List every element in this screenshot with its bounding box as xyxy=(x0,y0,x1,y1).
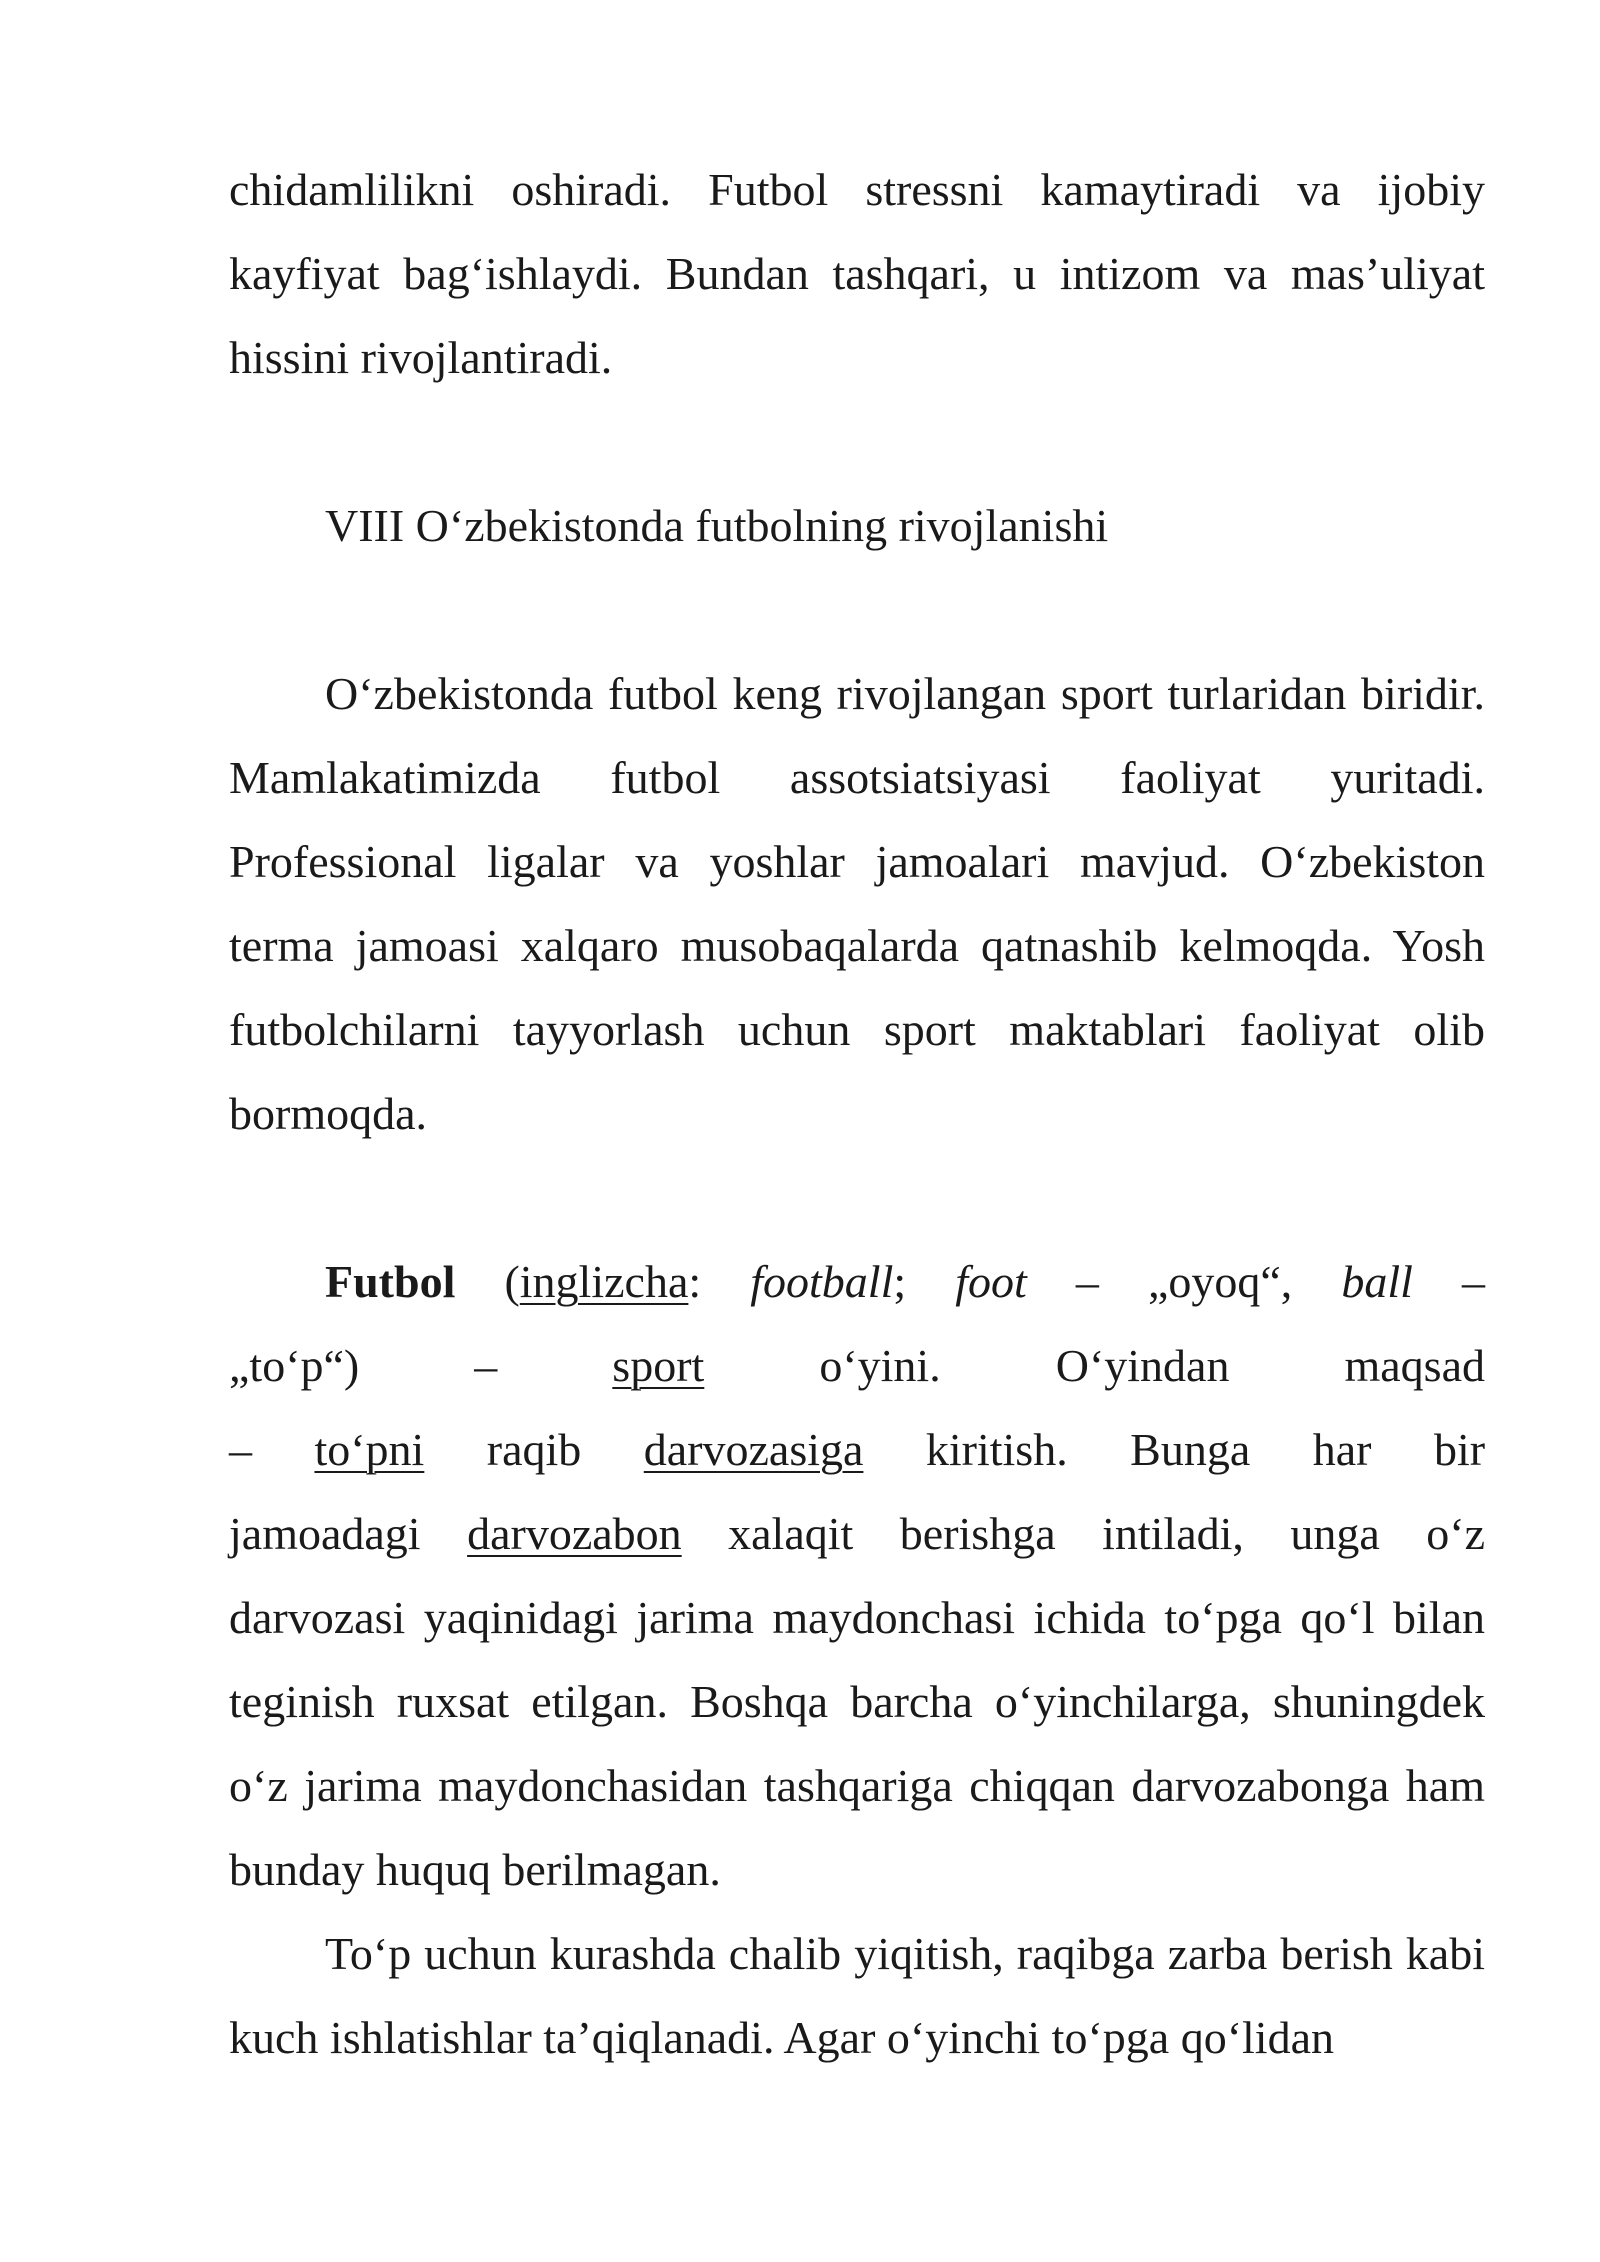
definition-line-1 xyxy=(229,1240,1485,1324)
text-fragment: ; xyxy=(893,1256,956,1307)
paragraph-uzbekistan-football: O‘zbekistonda futbol keng rivojlangan sport turlaridan biridir. Mamlakatimizda futbol assotsiatsiyasi faoliyat yuritadi. Professional ligalar va yoshlar jamoalari mavjud. O‘zbekiston terma jamoasi xalqaro musobaqalarda qatnashib kelmoqda. Yosh futbolchilarni tayyorlash uchun sport maktablari faoliyat olib bormoqda. xyxy=(229,668,1485,1139)
definition-line-4 xyxy=(229,1492,1485,1576)
text-fragment: – xyxy=(1412,1256,1485,1307)
link-darvozasiga[interactable]: darvozasiga xyxy=(643,1424,864,1475)
text-fragment: – xyxy=(229,1424,315,1475)
link-darvozabon[interactable]: darvozabon xyxy=(467,1508,682,1559)
text-fragment: xalaqit berishga intiladi, unga o‘z xyxy=(681,1508,1486,1559)
text-fragment: kiritish. xyxy=(863,1424,1068,1475)
page-body xyxy=(229,148,1485,2080)
definition-rest: darvozasi yaqinidagi jarima maydonchasi ichida to‘pga qo‘l bilan teginish ruxsat etilgan. Boshqa barcha o‘yinchilarga, shuningdek o‘z jarima maydonchasidan tashqariga chiqqan darvozabonga ham bunday huquq berilmagan. xyxy=(229,1592,1485,1895)
text-fragment: : xyxy=(688,1256,751,1307)
paragraph-top: chidamlilikni oshiradi. Futbol stressni kamaytiradi va ijobiy kayfiyat bag‘ishlaydi. Bundan tashqari, u intizom va mas’uliyat hissini rivojlantiradi. xyxy=(229,164,1485,383)
word-foot: foot xyxy=(955,1256,1027,1307)
text-fragment: Bunga xyxy=(1130,1424,1251,1475)
text-fragment: – xyxy=(1026,1256,1099,1307)
text-fragment: O‘yindan xyxy=(1055,1340,1230,1391)
text-fragment: raqib xyxy=(424,1424,644,1475)
text-fragment: bir xyxy=(1433,1424,1486,1475)
word-ball: ball xyxy=(1341,1256,1413,1307)
text-fragment: maqsad xyxy=(1344,1340,1485,1391)
text-fragment: „oyoq“, xyxy=(1147,1256,1342,1307)
spacer xyxy=(229,1156,1485,1240)
spacer xyxy=(229,400,1485,484)
spacer xyxy=(229,568,1485,652)
link-topni[interactable]: to‘pni xyxy=(314,1424,425,1475)
link-sport[interactable]: sport xyxy=(612,1340,705,1391)
text-fragment: ( xyxy=(455,1256,520,1307)
definition-paragraph xyxy=(229,1240,1485,1912)
section-heading: VIII O‘zbekistonda futbolning rivojlanishi xyxy=(325,500,1109,551)
text-fragment: har xyxy=(1312,1424,1372,1475)
word-football: football xyxy=(750,1256,894,1307)
text-fragment: jamoadagi xyxy=(229,1508,468,1559)
definition-line-3 xyxy=(229,1408,1485,1492)
text-fragment: „to‘p“) – xyxy=(229,1340,613,1391)
text-fragment: o‘yini. xyxy=(704,1340,941,1391)
definition-line-2 xyxy=(229,1324,1485,1408)
link-inglizcha[interactable]: inglizcha xyxy=(519,1256,689,1307)
paragraph-last: To‘p uchun kurashda chalib yiqitish, raqibga zarba berish kabi kuch ishlatishlar ta’qiqlanadi. Agar o‘yinchi to‘pga qo‘lidan xyxy=(229,1928,1485,2063)
term-futbol: Futbol xyxy=(325,1256,456,1307)
